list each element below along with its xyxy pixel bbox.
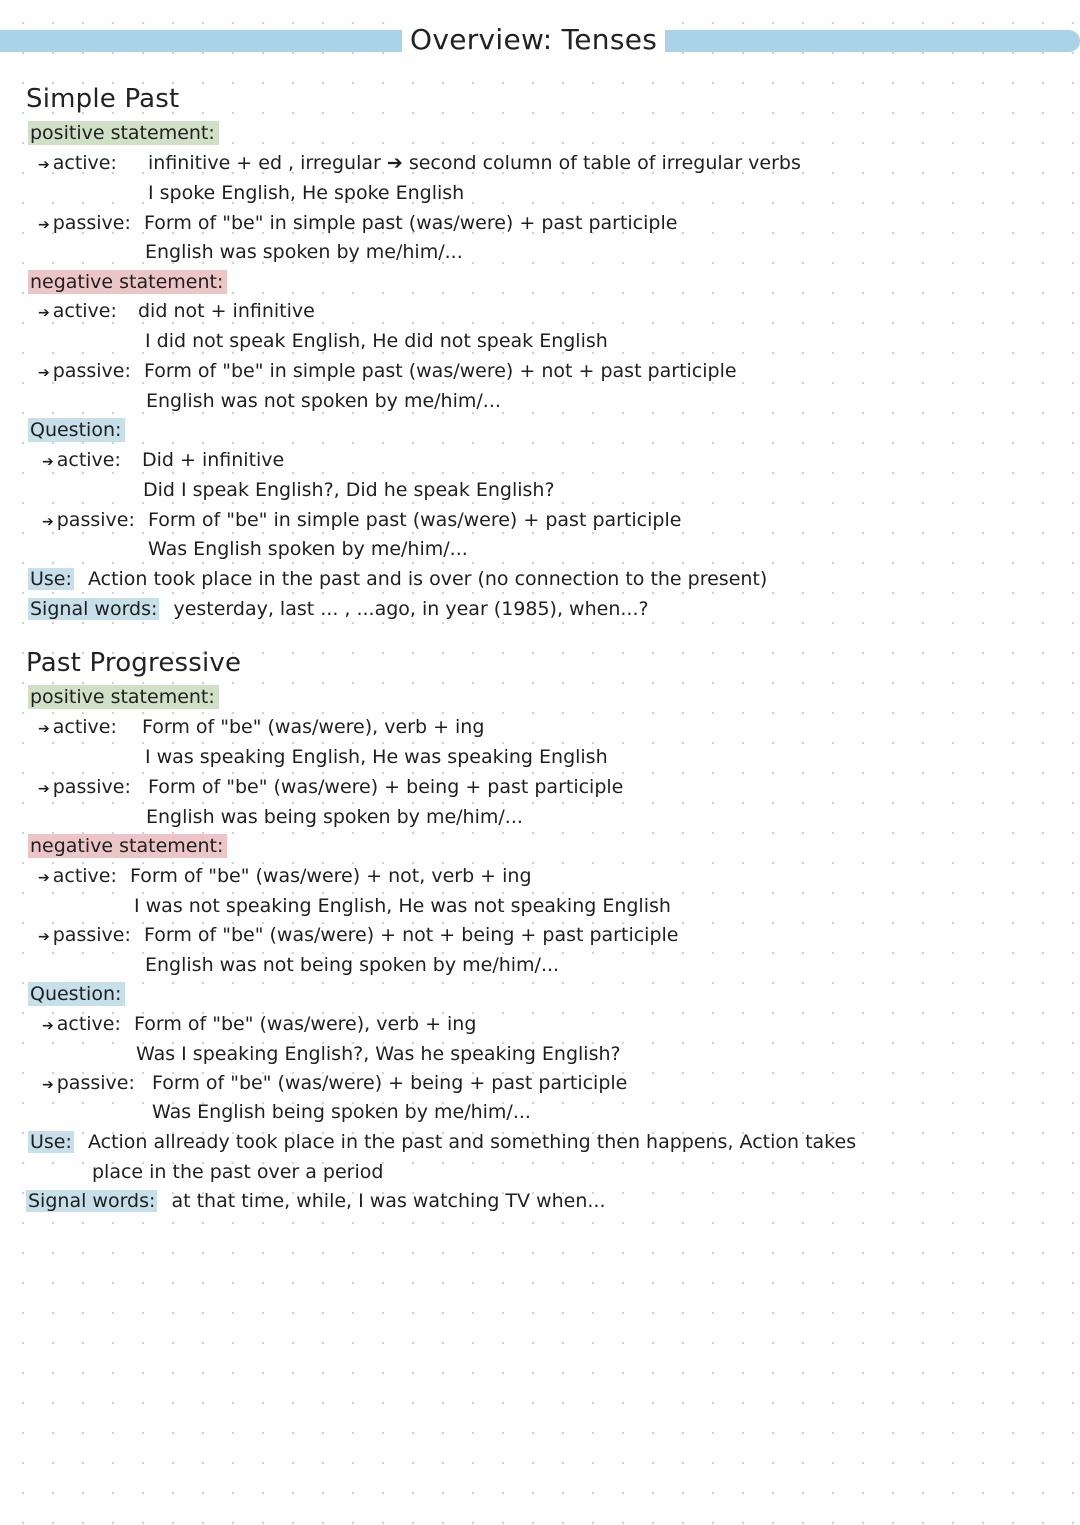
use-label: Use: (30, 1131, 72, 1153)
arrow-icon: ➔ (38, 365, 50, 381)
neg-passive-rule: Form of "be" (was/were) + not + being + past participle (144, 924, 679, 946)
neg-passive-row (38, 359, 737, 385)
section-heading-past-progressive: Past Progressive (26, 648, 242, 678)
q-active-example: Did I speak English?, Did he speak English? (143, 479, 555, 501)
pos-passive-rule: Form of "be" (was/were) + being + past participle (148, 776, 624, 798)
active-label: active: (52, 300, 117, 322)
signal-words-text: at that time, while, I was watching TV when... (171, 1190, 606, 1212)
active-label: active: (52, 716, 117, 738)
neg-active-row (38, 864, 532, 890)
q-active-row (42, 448, 285, 474)
neg-active-rule: did not + infinitive (138, 300, 315, 322)
q-active-example: Was I speaking English?, Was he speaking English? (136, 1043, 621, 1065)
positive-statement-label: positive statement: (28, 121, 219, 145)
question-label: Question: (28, 982, 125, 1006)
arrow-icon: ➔ (38, 781, 50, 797)
neg-active-row (38, 299, 315, 325)
negative-statement-label: negative statement: (28, 270, 227, 294)
question-label: Question: (28, 418, 125, 442)
q-passive-row (42, 1071, 628, 1097)
passive-label: passive: (56, 1072, 135, 1094)
neg-passive-example: English was not spoken by me/him/... (146, 390, 501, 412)
passive-label: passive: (52, 924, 131, 946)
section-heading-simple-past: Simple Past (26, 84, 180, 114)
arrow-icon: ➔ (38, 157, 50, 173)
active-label: active: (56, 1013, 121, 1035)
use-text: Action took place in the past and is over (no connection to the present) (87, 568, 768, 590)
arrow-icon: ➔ (42, 454, 54, 470)
pos-active-rule: infinitive + ed , irregular ➔ second column of table of irregular verbs (148, 152, 801, 174)
passive-label: passive: (52, 360, 131, 382)
neg-passive-row (38, 923, 679, 949)
pos-active-example: I spoke English, He spoke English (148, 182, 465, 204)
arrow-icon: ➔ (38, 721, 50, 737)
signal-words-label: Signal words: (30, 598, 158, 620)
neg-active-rule: Form of "be" (was/were) + not, verb + ing (130, 865, 532, 887)
neg-passive-rule: Form of "be" in simple past (was/were) + not + past participle (144, 360, 737, 382)
q-passive-rule: Form of "be" (was/were) + being + past participle (152, 1072, 628, 1094)
signal-words-label: Signal words: (28, 1190, 156, 1212)
pos-passive-row (38, 775, 624, 801)
neg-passive-example: English was not being spoken by me/him/... (145, 954, 560, 976)
q-passive-example: Was English being spoken by me/him/... (152, 1101, 531, 1123)
use-row (28, 567, 767, 591)
pos-passive-example: English was being spoken by me/him/... (146, 806, 523, 828)
passive-label: passive: (52, 212, 131, 234)
arrow-icon: ➔ (42, 514, 54, 530)
positive-statement-label: positive statement: (28, 685, 219, 709)
neg-active-example: I did not speak English, He did not speak English (145, 330, 608, 352)
q-passive-row (42, 508, 682, 534)
use-label: Use: (30, 568, 72, 590)
q-active-rule: Did + infinitive (142, 449, 285, 471)
passive-label: passive: (56, 509, 135, 531)
pos-active-example: I was speaking English, He was speaking English (145, 746, 608, 768)
use-text-line-1: Action allready took place in the past and something then happens, Action takes (87, 1131, 857, 1153)
q-active-row (42, 1012, 477, 1038)
q-passive-example: Was English spoken by me/him/... (148, 538, 468, 560)
active-label: active: (52, 152, 117, 174)
pos-active-row (38, 151, 801, 177)
arrow-icon: ➔ (38, 217, 50, 233)
signal-words-row (26, 1189, 606, 1213)
pos-passive-example: English was spoken by me/him/... (145, 241, 463, 263)
pos-active-row (38, 715, 485, 741)
neg-active-example: I was not speaking English, He was not speaking English (134, 895, 671, 917)
pos-passive-row (38, 211, 678, 237)
arrow-icon: ➔ (42, 1077, 54, 1093)
q-active-rule: Form of "be" (was/were), verb + ing (134, 1013, 477, 1035)
pos-active-rule: Form of "be" (was/were), verb + ing (142, 716, 485, 738)
active-label: active: (56, 449, 121, 471)
arrow-icon: ➔ (42, 1018, 54, 1034)
q-passive-rule: Form of "be" in simple past (was/were) + past participle (148, 509, 682, 531)
arrow-icon: ➔ (38, 929, 50, 945)
signal-words-text: yesterday, last ... , ...ago, in year (1985), when...? (173, 598, 649, 620)
pos-passive-rule: Form of "be" in simple past (was/were) + past participle (144, 212, 678, 234)
arrow-icon: ➔ (38, 305, 50, 321)
use-text-line-2: place in the past over a period (92, 1161, 384, 1183)
passive-label: passive: (52, 776, 131, 798)
page-title: Overview: Tenses (402, 18, 665, 62)
use-row (28, 1130, 856, 1154)
negative-statement-label: negative statement: (28, 834, 227, 858)
arrow-icon: ➔ (38, 870, 50, 886)
active-label: active: (52, 865, 117, 887)
signal-words-row (28, 597, 649, 621)
